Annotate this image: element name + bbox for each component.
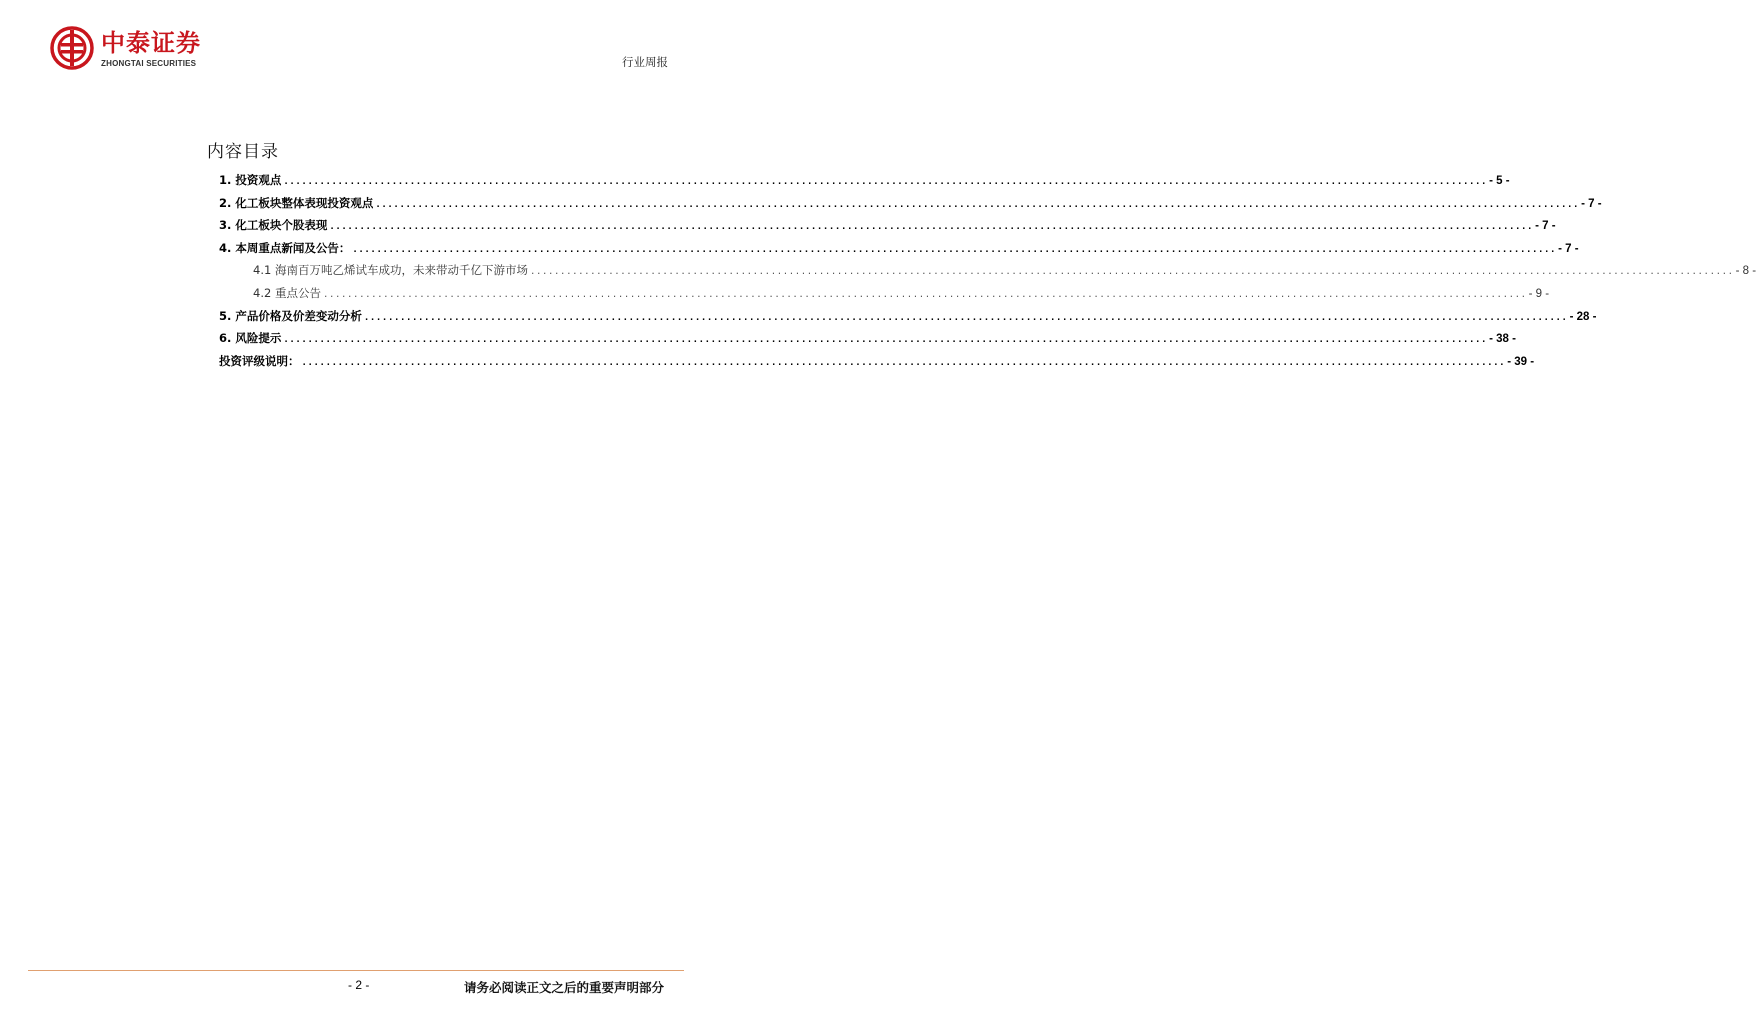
toc-entry-label: 3. 化工板块个股表现 (219, 218, 328, 233)
toc-entry-label: 投资评级说明： (219, 353, 300, 368)
table-of-contents (219, 172, 1756, 375)
toc-title: 内容目录 (207, 142, 279, 162)
toc-leader-dots: ........................................................................................................................................................................................................ (352, 244, 1557, 255)
toc-entry-label: 4. 本周重点新闻及公告： (219, 240, 351, 255)
footer-page-number: - 2 - (348, 978, 370, 992)
toc-entry-page: - 7 - (1581, 197, 1602, 210)
logo-chinese-name: 中泰证券 (101, 29, 201, 57)
toc-entry-page: - 5 - (1489, 175, 1510, 187)
toc-entry-page: - 7 - (1535, 220, 1556, 233)
toc-leader-dots: ........................................................................................................................................................................................................ (529, 267, 1734, 278)
toc-leader-dots: ........................................................................................................................................................................................................ (283, 177, 1488, 187)
toc-entry[interactable] (219, 262, 1756, 285)
toc-entry[interactable] (219, 285, 1550, 308)
toc-leader-dots: ........................................................................................................................................................................................................ (375, 199, 1580, 210)
zhongtai-logo-icon (50, 26, 94, 70)
toc-entry[interactable] (219, 195, 1602, 218)
toc-entry[interactable] (219, 172, 1510, 195)
toc-entry-page: - 28 - (1569, 310, 1597, 323)
toc-entry[interactable] (219, 308, 1597, 331)
toc-entry[interactable] (219, 353, 1535, 376)
toc-entry-page: - 7 - (1558, 242, 1579, 255)
toc-entry-label: 1. 投资观点 (219, 173, 282, 187)
toc-entry-label: 4.1 海南百万吨乙烯试车成功，未来带动千亿下游市场 (253, 263, 528, 278)
toc-entry-page: - 39 - (1507, 355, 1535, 368)
toc-entry-label: 2. 化工板块整体表现投资观点 (219, 195, 374, 210)
report-type-label: 行业周报 (622, 55, 668, 69)
toc-entry-label: 4.2 重点公告 (253, 285, 321, 300)
toc-entry-page: - 38 - (1489, 333, 1516, 346)
toc-leader-dots: ........................................................................................................................................................................................................ (329, 222, 1534, 233)
toc-leader-dots: ........................................................................................................................................................................................................ (363, 312, 1568, 323)
toc-entry[interactable] (219, 217, 1556, 240)
toc-entry-page: - 9 - (1528, 287, 1550, 300)
toc-leader-dots: ........................................................................................................................................................................................................ (301, 357, 1506, 368)
toc-entry[interactable] (219, 240, 1579, 263)
toc-entry-label: 5. 产品价格及价差变动分析 (219, 308, 362, 323)
toc-leader-dots: ........................................................................................................................................................................................................ (322, 289, 1527, 300)
footer-disclaimer: 请务必阅读正文之后的重要声明部分 (463, 980, 664, 995)
logo-english-name: ZHONGTAI SECURITIES (101, 59, 197, 68)
toc-entry-label: 6. 风险提示 (219, 331, 282, 346)
toc-leader-dots: ........................................................................................................................................................................................................ (283, 335, 1488, 346)
toc-entry-page: - 8 - (1735, 265, 1756, 278)
footer-divider (28, 970, 684, 971)
toc-entry[interactable] (219, 330, 1516, 353)
